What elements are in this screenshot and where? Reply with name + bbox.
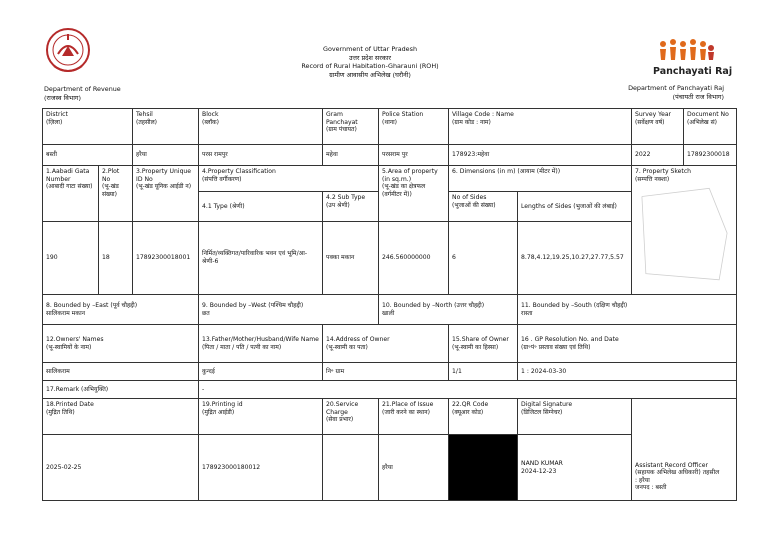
village-code-label: Village Code : Name (ग्राम कोड : नाम) [449, 109, 632, 145]
block-label: Block (ब्लॉक) [199, 109, 323, 145]
property-sketch [632, 166, 737, 295]
document-no-label: Document No (अभिलेख सं) [684, 109, 737, 145]
tehsil-value: हरैया [133, 145, 199, 166]
property-sketch-label: 7. Property Sketch [635, 168, 692, 175]
svg-text:Panchayati Raj: Panchayati Raj [653, 66, 733, 77]
owner-address-label: 14.Address of Owner (भू-स्वामी का पता) [323, 325, 449, 363]
revenue-department-label: Department of Revenue (राजस्व विभाग) [44, 85, 121, 102]
digital-signature-value: NAND KUMAR 2024-12-23 [518, 435, 632, 501]
owners-names-label: 12.Owners' Names (भू-स्वामियों के नाम) [43, 325, 199, 363]
service-charge-value [323, 435, 379, 501]
survey-year-value: 2022 [632, 145, 684, 166]
plot-no-value: 18 [99, 222, 133, 295]
district-label: District (ज़िला) [43, 109, 133, 145]
digital-signature-label: Digital Signature (डिजिटल सिग्नेचर) [518, 399, 632, 435]
type-value: निर्मित/व्यक्तिगत/पारिवारिक भवन एवं भूमि/आ-श्रेणी-6 [199, 222, 323, 295]
gp-resolution-label: 16 . GP Resolution No. and Date (ग्रा॰पं॰ प्रस्ताव संख्या एवं तिथि) [518, 325, 737, 363]
owner-name-value: सालिकराम [43, 363, 199, 381]
document-header [0, 0, 768, 104]
type-label: 4.1 Type (श्रेणी) [199, 192, 323, 222]
qr-code-image [449, 435, 518, 501]
owner-values-row [43, 363, 737, 381]
property-classification-label: 4.Property Classification (संपत्ति वर्गीकरण) [199, 166, 379, 192]
gram-panchayat-value: महेवा [323, 145, 379, 166]
up-government-seal-icon [44, 26, 92, 78]
dimensions-label: 6. Dimensions (in m) (आयाम (मीटर में)) [449, 166, 632, 192]
property-unique-id-value: 17892300018001 [133, 222, 199, 295]
share-of-owner-label: 15.Share of Owner (भू-स्वामी का हिस्सा) [449, 325, 518, 363]
no-of-sides-value: 6 [449, 222, 518, 295]
issue-header-row [43, 399, 737, 435]
sub-type-label: 4.2 Sub Type (उप श्रेणी) [323, 192, 379, 222]
share-of-owner-value: 1/1 [449, 363, 518, 381]
location-header-row [43, 109, 737, 145]
place-of-issue-label: 21.Place of Issue (जारी करने का स्थान) [379, 399, 449, 435]
plot-no-label: 2.Plot No (भू-खंड संख्या) [99, 166, 133, 222]
father-name-value: कुन्दई [199, 363, 323, 381]
gharauni-record-table [42, 108, 737, 501]
area-label: 5.Area of property (in sq.m.) (भू-खंड का क्षेत्रफल (वर्गमीटर में)) [379, 166, 449, 222]
survey-year-label: Survey Year (सर्वेक्षण वर्ष) [632, 109, 684, 145]
father-name-label: 13.Father/Mother/Husband/Wife Name (पिता / माता / पति / पत्नी का नाम) [199, 325, 323, 363]
qr-code-label: 22.QR Code (क्यूआर कोड) [449, 399, 518, 435]
document-no-value: 17892300018 [684, 145, 737, 166]
boundaries-row [43, 295, 737, 325]
lengths-of-sides-value: 8.78,4.12,19.25,10.27,27.77,5.57 [518, 222, 632, 295]
property-unique-id-label: 3.Property Unique ID No (भू-खंड यूनिक आईडी न) [133, 166, 199, 222]
assistant-record-officer: Assistant Record Officer (सहायक अभिलेख अधिकारी) तहसील : हरैया जनपद : बस्ती [632, 399, 737, 501]
remark-label: 17.Remark (अभियुक्ति) [43, 381, 199, 399]
property-sketch-label-hi: (सम्पत्ति नक्शा) [635, 175, 670, 183]
aabadi-gata-value: 190 [43, 222, 99, 295]
bounded-north: 10. Bounded by –North (उत्तर चौहद्दी) खाली [379, 295, 518, 325]
printed-date-label: 18.Printed Date (मुद्रित तिथि) [43, 399, 199, 435]
printing-id-value: 178923000180012 [199, 435, 323, 501]
remark-value: - [199, 381, 737, 399]
panchayati-raj-logo-icon [653, 38, 733, 80]
gram-panchayat-label: Gram Panchayat (ग्राम पंचायत) [323, 109, 379, 145]
location-values-row [43, 145, 737, 166]
owner-header-row [43, 325, 737, 363]
bounded-east: 8. Bounded by –East (पूर्व चौहद्दी) सालिकराम मकान [43, 295, 199, 325]
police-station-value: परसराम पुर [379, 145, 449, 166]
place-of-issue-value: हरैया [379, 435, 449, 501]
printed-date-value: 2025-02-25 [43, 435, 199, 501]
panchayati-raj-department-label: Department of Panchayati Raj (पंचायती राज विभाग) [628, 84, 724, 101]
property-header-row [43, 166, 737, 192]
bounded-south: 11. Bounded by –South (दक्षिण चौहद्दी) रास्ता [518, 295, 737, 325]
no-of-sides-label: No of Sides (भुजाओं की संख्या) [449, 192, 518, 222]
bounded-west: 9. Bounded by –West (पश्चिम चौहद्दी) छत [199, 295, 379, 325]
owner-address-value: नि॰ ग्राम [323, 363, 449, 381]
district-value: बस्ती [43, 145, 133, 166]
aabadi-gata-label: 1.Aabadi Gata Number (आबादी गाटा संख्या) [43, 166, 99, 222]
area-value: 246.560000000 [379, 222, 449, 295]
block-value: परस रामपुर [199, 145, 323, 166]
sub-type-value: पक्का मकान [323, 222, 379, 295]
lengths-of-sides-label: Lengths of Sides (भुजाओं की लंबाई) [518, 192, 632, 222]
property-sketch-drawing [632, 166, 736, 294]
document-title: Government of Uttar Pradesh उत्तर प्रदेश सरकार Record of Rural Habitation-Gharauni (ROH) ग्रामीण आवासीय अभिलेख (घरौनी) [301, 45, 439, 79]
police-station-label: Police Station (थाना) [379, 109, 449, 145]
service-charge-label: 20.Service Charge (सेवा प्रभार) [323, 399, 379, 435]
printing-id-label: 19.Printing id (मुद्रित आईडी) [199, 399, 323, 435]
tehsil-label: Tehsil (तहसील) [133, 109, 199, 145]
gp-resolution-value: 1 : 2024-03-30 [518, 363, 737, 381]
remark-row [43, 381, 737, 399]
village-code-value: 178923:महेवा [449, 145, 632, 166]
